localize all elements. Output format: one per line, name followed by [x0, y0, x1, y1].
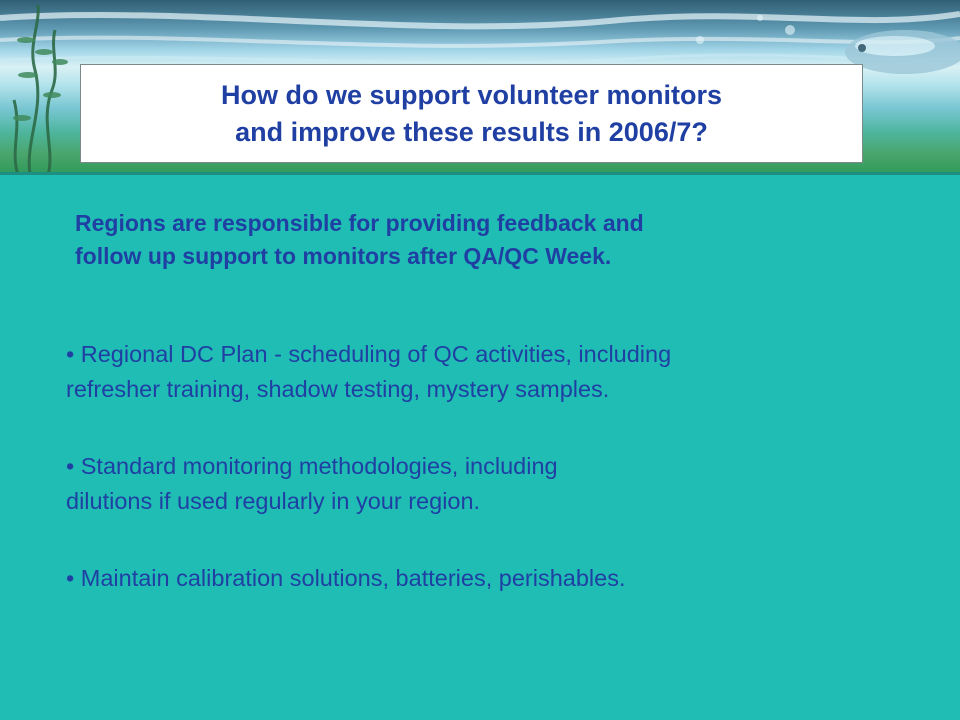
title-box [80, 64, 863, 163]
bullet-item-methodologies [66, 449, 926, 519]
intro-line-1: Regions are responsible for providing feedback and [75, 210, 644, 236]
slide-title [221, 77, 722, 151]
bullet-line-1: • Maintain calibration solutions, batteries, perishables. [66, 565, 626, 591]
bullet-line-1: • Standard monitoring methodologies, including [66, 453, 558, 479]
title-line-1: How do we support volunteer monitors [220, 79, 723, 110]
intro-text [75, 207, 895, 273]
bullet-item-qc-plan [66, 337, 926, 407]
bullet-item-calibration [66, 561, 926, 596]
bullet-line-1: • Regional DC Plan - scheduling of QC activities, including [66, 341, 672, 367]
seaweed-icon [14, 5, 55, 175]
intro-line-2: follow up support to monitors after QA/QC Week. [75, 243, 612, 269]
bullet-line-2: dilutions if used regularly in your region. [66, 488, 481, 514]
bullet-line-2: refresher training, shadow testing, mystery samples. [66, 376, 610, 402]
title-line-2: and improve these results in 2006/7? [235, 116, 708, 147]
